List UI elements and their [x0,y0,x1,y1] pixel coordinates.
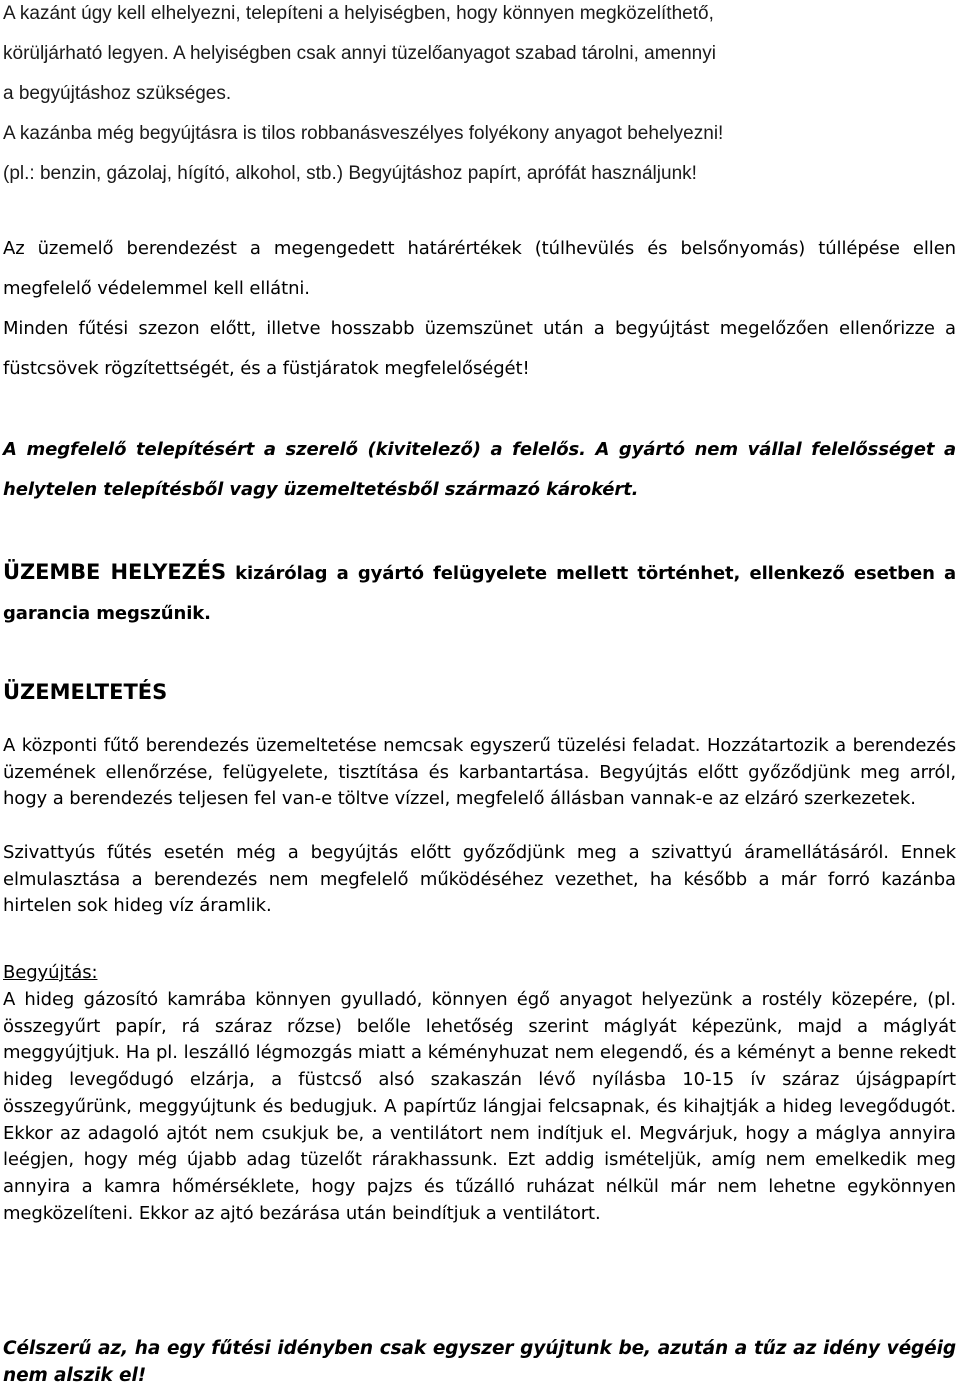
commissioning-paragraph [3,552,956,634]
intro-paragraph [3,0,956,194]
ignition-heading: Begyújtás: [3,962,98,983]
operation-paragraph-2: Szivattyús fűtés esetén még a begyújtás előtt győződjünk meg a szivattyú áramellátásáról. Ennek elmulasztása a berendezés nem megfelelő működéséhez vezethet, ha később a már forró kazánba hirtelen sok hideg víz áramlik. [3,842,956,917]
protection-paragraph: Az üzemelő berendezést a megengedett határértékek (túlhevülés és belsőnyomás) túllépése ellen megfelelő védelemmel kell ellátni. [3,238,956,299]
ignition-paragraph: A hideg gázosító kamrába könnyen gyulladó, könnyen égő anyagot helyezünk a rostély közepére, (pl. összegyűrt papír, rá száraz rőzse) belőle lehetőség szerint máglyát képezünk, majd a máglyát meggyújtjuk. Ha pl. leszálló légmozgás miatt a kéményhuzat nem elegendő, és a kéményt a benne rekedt hideg levegődugó elzárja, a füstcső alsó szakaszán lévő nyílásba 10-15 ív száraz újságpapírt összegyűrünk, meggyújtunk és bedugjuk. A papírtűz lángjai felcsapnak, és kihajtják a hideg levegődugót. Ekkor az adagoló ajtót nem csukjuk be, a ventilátort nem indítjuk el. Megvárjuk, hogy a máglya annyira leégjen, hogy még újabb adag tüzelőt rárakhassunk. Ezt addig ismételjük, amíg nem emelkedik meg annyira a kamra hőmérséklete, hogy pajzs és tűzálló ruházat nélkül már nem lehetne egykönnyen megközelíteni. Ekkor az ajtó bezárása után beindítjuk a ventilátort. [3,989,956,1224]
commissioning-rest: kizárólag a gyártó felügyelete mellett történhet, ellenkező esetben a garancia megszűnik. [3,563,957,624]
intro-line: A kazánt úgy kell elhelyezni, telepíteni a helyiségben, hogy könnyen megközelíthető, [3,3,714,24]
season-check-paragraph: Minden fűtési szezon előtt, illetve hosszabb üzemszünet után a begyújtást megelőzően ellenőrizze a füstcsövek rögzítettségét, és a füstjáratok megfelelőségét! [3,318,956,379]
intro-line: A kazánba még begyújtásra is tilos robbanásveszélyes folyékony anyagot behelyezni! [3,123,724,144]
intro-line: (pl.: benzin, gázolaj, hígító, alkohol, stb.) Begyújtáshoz papírt, aprófát használjunk! [3,163,697,184]
responsibility-paragraph: A megfelelő telepítésért a szerelő (kivitelező) a felelős. A gyártó nem vállal felelősséget a helytelen telepítésből vagy üzemeltetésből származó károkért. [3,439,956,500]
intro-line: körüljárható legyen. A helyiségben csak annyi tüzelőanyagot szabad tárolni, amennyi [3,43,716,64]
closing-paragraph: Célszerű az, ha egy fűtési idényben csak egyszer gyújtunk be, azután a tűz az idény végéig nem alszik el! [3,1338,956,1386]
operation-paragraph-1: A központi fűtő berendezés üzemeltetése nemcsak egyszerű tüzelési feladat. Hozzátartozik a berendezés üzemének ellenőrzése, felügyelete, tisztítása és karbantartása. Begyújtás előtt győződjünk meg arról, hogy a berendezés teljesen fel van-e töltve vízzel, megfelelő állásban vannak-e az elzáró szerkezetek. [3,735,956,810]
commissioning-lead: ÜZEMBE HELYEZÉS [3,560,226,584]
operation-heading: ÜZEMELTETÉS [3,680,168,704]
intro-line: a begyújtáshoz szükséges. [3,83,232,104]
